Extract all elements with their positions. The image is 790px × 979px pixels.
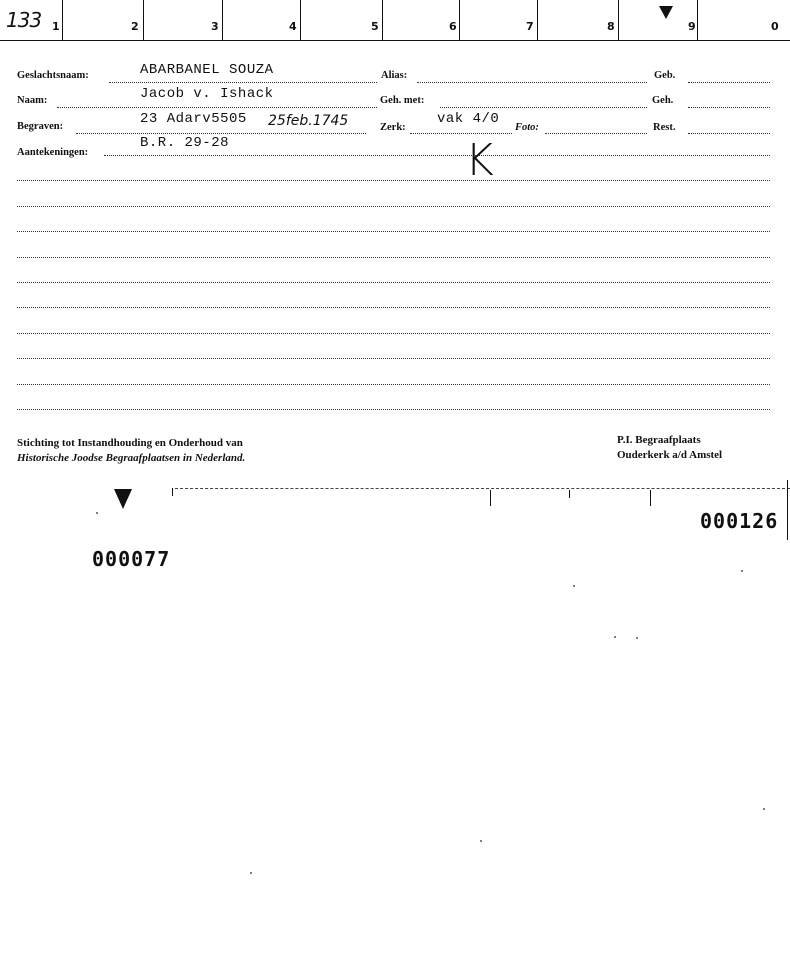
ruler-divider [143, 0, 144, 40]
scan-tick [172, 488, 173, 496]
ruler-digit: 8 [607, 20, 615, 33]
ruler-divider [300, 0, 301, 40]
organization-line-2: Historische Joodse Begraafplaatsen in Nederland. [17, 452, 246, 464]
ruler-digit: 0 [771, 20, 779, 33]
scan-edge-line [175, 488, 790, 489]
organization-line-1: Stichting tot Instandhouding en Onderhoud van [17, 437, 243, 449]
scan-speck [480, 840, 482, 842]
ruler-digit: 4 [289, 20, 297, 33]
notes-label: Aantekeningen: [17, 147, 89, 158]
stone-line [410, 133, 512, 134]
blank-line [17, 282, 770, 283]
scan-speck [763, 808, 765, 810]
blank-line [17, 307, 770, 308]
born-label: Geb. [654, 70, 676, 81]
ruler-digit: 7 [526, 20, 534, 33]
blank-line [17, 206, 770, 207]
surname-label: Geslachtsnaam: [17, 70, 89, 81]
buried-hebrew-date: 23 Adarv5505 [140, 111, 247, 127]
ruler-divider [618, 0, 619, 40]
organization-footer [17, 436, 245, 466]
scan-speck [741, 570, 743, 572]
handwritten-mark: K [465, 135, 494, 186]
name-value: Jacob v. Ishack [140, 86, 274, 102]
scan-tick [569, 490, 570, 498]
cemetery-line-2: Ouderkerk a/d Amstel [617, 449, 723, 461]
ruler-divider [537, 0, 538, 40]
scan-speck [614, 636, 616, 638]
cemetery-footer [617, 433, 722, 463]
scan-tick [650, 490, 651, 506]
scan-marker-icon [114, 489, 132, 509]
rest-line [688, 133, 770, 134]
scan-speck [96, 512, 98, 514]
card-ruler [0, 0, 790, 41]
ruler-divider [382, 0, 383, 40]
ruler-digit: 3 [211, 20, 219, 33]
rest-label: Rest. [653, 122, 676, 133]
married-label: Geh. met: [380, 95, 425, 106]
blank-line [17, 358, 770, 359]
ruler-divider [62, 0, 63, 40]
surname-value: ABARBANEL SOUZA [140, 62, 274, 78]
notes-value: B.R. 29-28 [140, 135, 230, 151]
blank-line [17, 333, 770, 334]
alias-label: Alias: [381, 70, 408, 81]
ruler-digit: 2 [131, 20, 139, 33]
blank-line [17, 384, 770, 385]
alias-line [417, 82, 647, 83]
married-line [440, 107, 647, 108]
ruler-divider [222, 0, 223, 40]
film-number-stamp: 000077 [92, 547, 171, 571]
blank-line [17, 231, 770, 232]
scan-speck [250, 872, 252, 874]
blank-line [17, 409, 770, 410]
ruler-digit: 9 [688, 20, 696, 33]
scan-tick [490, 490, 491, 506]
frame-number-stamp: 000126 [700, 509, 779, 533]
ruler-digit: 1 [52, 20, 60, 33]
scan-speck [573, 585, 575, 587]
ruler-divider [697, 0, 698, 40]
name-label: Naam: [17, 95, 48, 106]
cemetery-line-1: P.I. Begraafplaats [617, 434, 701, 446]
scan-speck [636, 637, 638, 639]
photo-line [545, 133, 647, 134]
blank-line [17, 257, 770, 258]
index-marker-icon [659, 6, 673, 19]
stone-value: vak 4/0 [437, 111, 500, 127]
buried-civil-date: 25feb.1745 [268, 113, 349, 129]
stone-label: Zerk: [380, 122, 406, 133]
blank-line [17, 180, 770, 181]
photo-label: Foto: [515, 122, 539, 133]
buried-line [76, 133, 366, 134]
married-born-label: Geh. [652, 95, 674, 106]
born-line [688, 82, 770, 83]
married-born-line [688, 107, 770, 108]
surname-line [109, 82, 377, 83]
ruler-digit: 6 [449, 20, 457, 33]
buried-label: Begraven: [17, 121, 64, 132]
handwritten-card-number: 133 [6, 8, 42, 32]
ruler-divider [459, 0, 460, 40]
notes-line [104, 155, 770, 156]
page-edge [777, 480, 788, 540]
ruler-digit: 5 [371, 20, 379, 33]
name-line [57, 107, 377, 108]
